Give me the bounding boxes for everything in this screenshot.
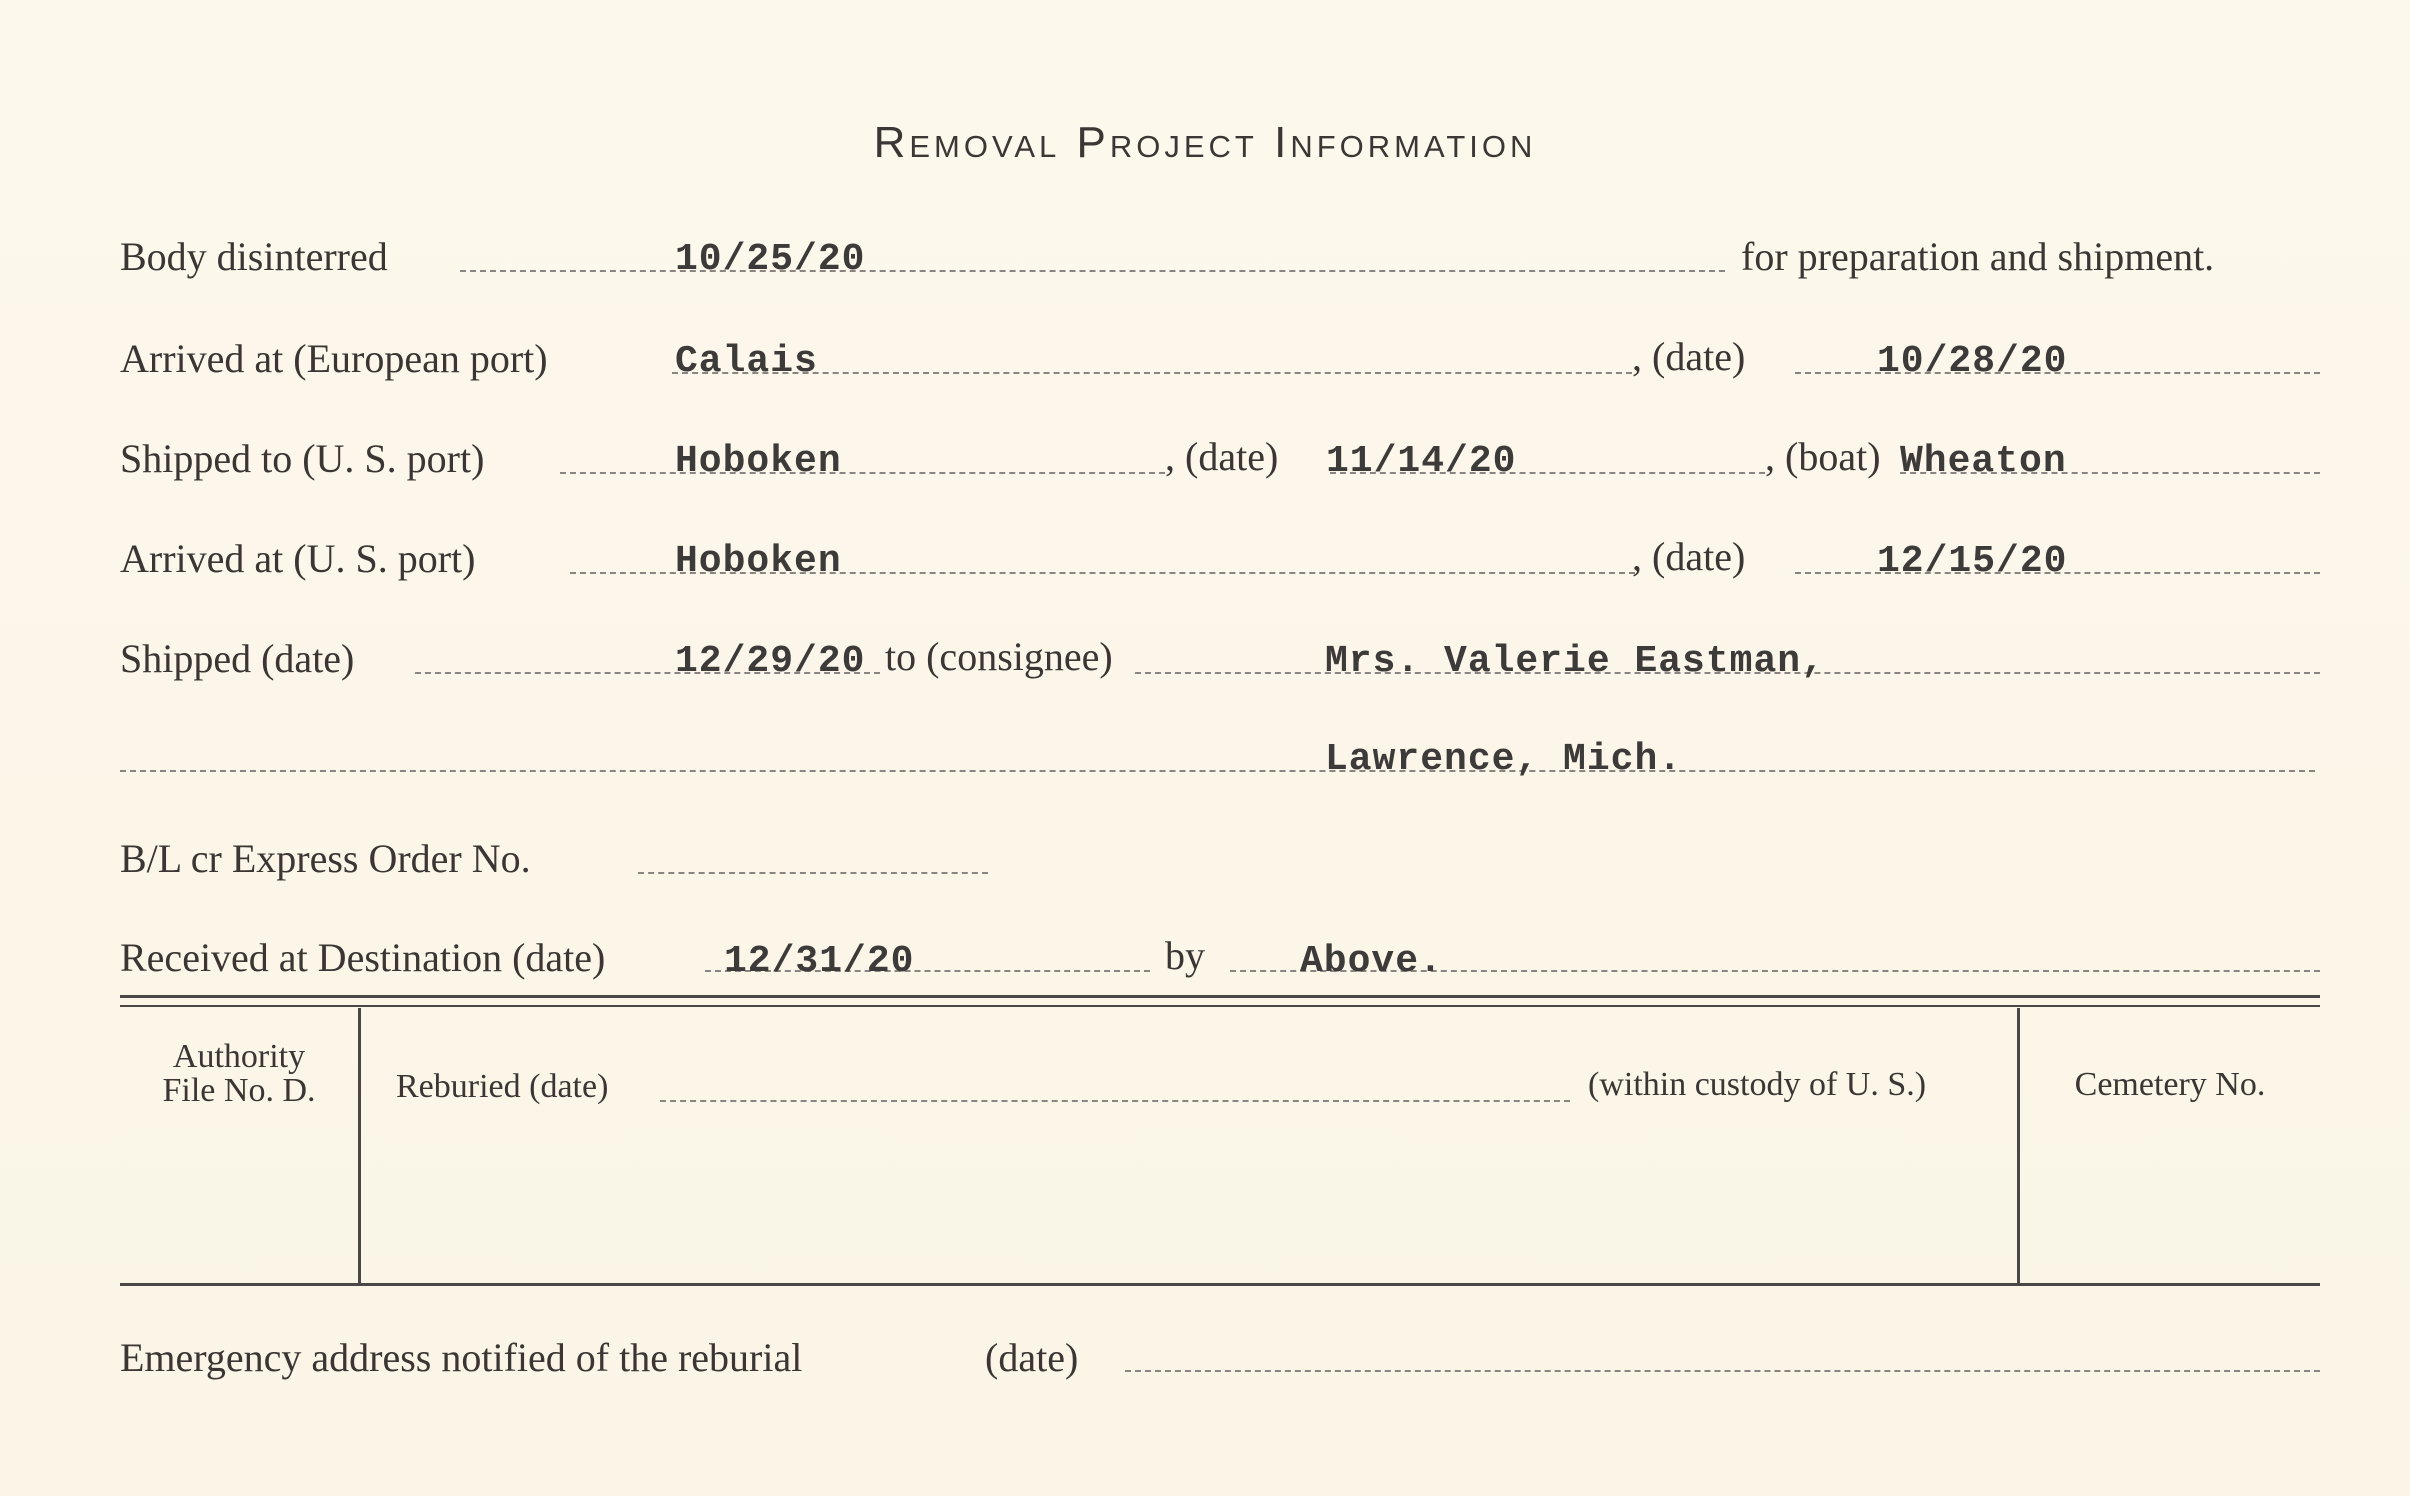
- divider-bottom: [120, 1283, 2320, 1286]
- arrived-us-port: Hoboken: [675, 540, 842, 583]
- body-disinterred-line: [460, 270, 1725, 272]
- arrived-european-date-label: , (date): [1632, 334, 1746, 379]
- received-label: Received at Destination (date): [120, 935, 606, 980]
- shipped-us-boat: Wheaton: [1900, 440, 2067, 483]
- body-disinterred-suffix: for preparation and shipment.: [1741, 234, 2215, 279]
- authority-label: Authority: [172, 1038, 306, 1075]
- shipped-us-port: Hoboken: [675, 440, 842, 483]
- body-disinterred-label: Body disinterred: [120, 234, 388, 279]
- bl-order-label: B/L cr Express Order No.: [120, 836, 531, 881]
- custody-label: (within custody of U. S.): [1588, 1066, 1927, 1103]
- arrived-us-date-label: , (date): [1632, 534, 1746, 579]
- shipped-date-label: Shipped (date): [120, 636, 355, 681]
- consignee-address: Lawrence, Mich.: [1325, 738, 1683, 781]
- box-divider-left: [358, 1008, 361, 1283]
- shipped-date-value: 12/29/20: [675, 640, 866, 683]
- arrived-us-label: Arrived at (U. S. port): [120, 536, 476, 581]
- received-by-label: by: [1165, 933, 1205, 978]
- arrived-european-label: Arrived at (European port): [120, 336, 548, 381]
- consignee-label: to (consignee): [885, 634, 1113, 679]
- shipped-us-date: 11/14/20: [1326, 440, 1517, 483]
- emergency-date-label: (date): [985, 1335, 1079, 1380]
- reburied-label: Reburied (date): [396, 1068, 609, 1105]
- divider-top: [120, 995, 2320, 998]
- file-no-label: File No. D.: [162, 1072, 316, 1109]
- shipped-us-label: Shipped to (U. S. port): [120, 436, 485, 481]
- shipped-us-boat-label: , (boat): [1765, 434, 1881, 479]
- divider-top-second: [120, 1005, 2320, 1007]
- arrived-european-port: Calais: [675, 340, 818, 383]
- arrived-european-date: 10/28/20: [1877, 340, 2068, 383]
- emergency-label: Emergency address notified of the reburial: [120, 1335, 803, 1380]
- consignee-value: Mrs. Valerie Eastman,: [1325, 640, 1825, 683]
- emergency-line: [1125, 1370, 2320, 1372]
- arrived-us-date: 12/15/20: [1877, 540, 2068, 583]
- bl-order-line: [638, 872, 988, 874]
- cemetery-label: Cemetery No.: [2074, 1066, 2266, 1103]
- received-date: 12/31/20: [724, 940, 915, 983]
- reburied-line: [660, 1100, 1570, 1102]
- box-divider-right: [2017, 1008, 2020, 1283]
- body-disinterred-value: 10/25/20: [675, 238, 866, 281]
- address-line: [120, 770, 2315, 772]
- received-by: Above.: [1300, 940, 1443, 983]
- shipped-us-date-label: , (date): [1165, 434, 1279, 479]
- page-title: Removal Project Information: [873, 118, 1537, 167]
- shipped-us-port-line: [560, 472, 1165, 474]
